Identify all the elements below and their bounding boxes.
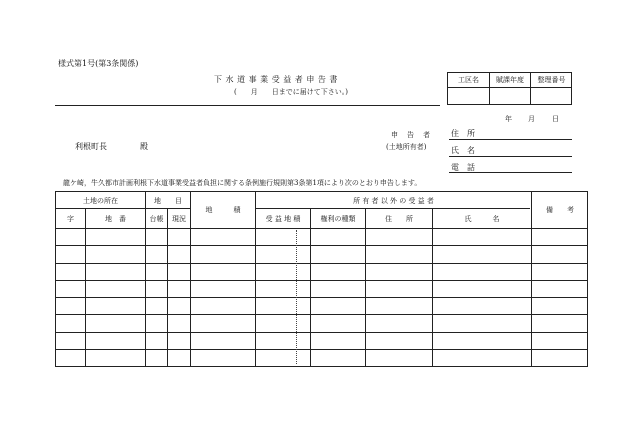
addressee-honorific: 殿 <box>140 142 148 151</box>
table-row-divider <box>56 349 587 350</box>
header-remarks: 備 考 <box>546 206 574 214</box>
table-row-divider <box>56 314 587 315</box>
header-land-location: 土地の所在 <box>83 197 118 205</box>
name-line <box>449 156 572 157</box>
date-day: 日 <box>552 115 559 123</box>
office-header-year: 賦課年度 <box>496 76 524 84</box>
subheader-genkyo: 現況 <box>172 215 186 223</box>
office-header-number: 整理番号 <box>537 76 566 84</box>
form-title: 下 水 道 事 業 受 益 者 申 告 書 <box>214 75 338 84</box>
phone-line <box>449 172 572 173</box>
subheader-address: 住 所 <box>385 215 413 223</box>
table-row-divider <box>56 263 587 264</box>
table-row-divider <box>56 297 587 298</box>
subheader-benefit-area: 受 益 地 積 <box>265 215 301 223</box>
subheader-right-type: 権利の種類 <box>320 215 356 223</box>
applicant-label: 申 告 者 <box>391 131 431 139</box>
table-row-divider <box>56 280 587 281</box>
address-line <box>449 139 572 140</box>
table-row-divider <box>56 332 587 333</box>
statement-text: 龍ケ崎，牛久都市計画利根下水道事業受益者負担に関する条例施行規則第3条第1項により次のとおり申告します。 <box>63 179 422 187</box>
applicant-sublabel: (土地所有者) <box>386 143 427 151</box>
form-subtitle: ( 月 日までに届けて下さい。) <box>234 88 348 96</box>
header-area: 地 積 <box>205 206 241 214</box>
office-use-box <box>447 72 572 105</box>
subheader-name: 氏 名 <box>464 215 500 223</box>
subheader-daicho: 台帳 <box>149 215 164 223</box>
subheader-aza: 字 <box>67 215 74 223</box>
table-row-divider <box>56 245 587 246</box>
name-label: 氏 名 <box>451 146 475 155</box>
header-land-category: 地 目 <box>154 197 182 205</box>
declaration-table <box>55 191 588 367</box>
address-label: 住 所 <box>451 129 475 138</box>
addressee-name: 利根町長 <box>75 142 107 151</box>
phone-label: 電 話 <box>451 163 475 172</box>
date-month: 月 <box>528 115 535 123</box>
header-other-beneficiary: 所 有 者 以 外 の 受 益 者 <box>353 197 434 205</box>
form-number: 様式第1号(第3条関係) <box>58 59 139 68</box>
office-header-district: 工区名 <box>458 76 479 84</box>
date-year: 年 <box>505 115 512 123</box>
header-divider <box>55 105 440 106</box>
subheader-chiban: 地 番 <box>105 215 126 223</box>
